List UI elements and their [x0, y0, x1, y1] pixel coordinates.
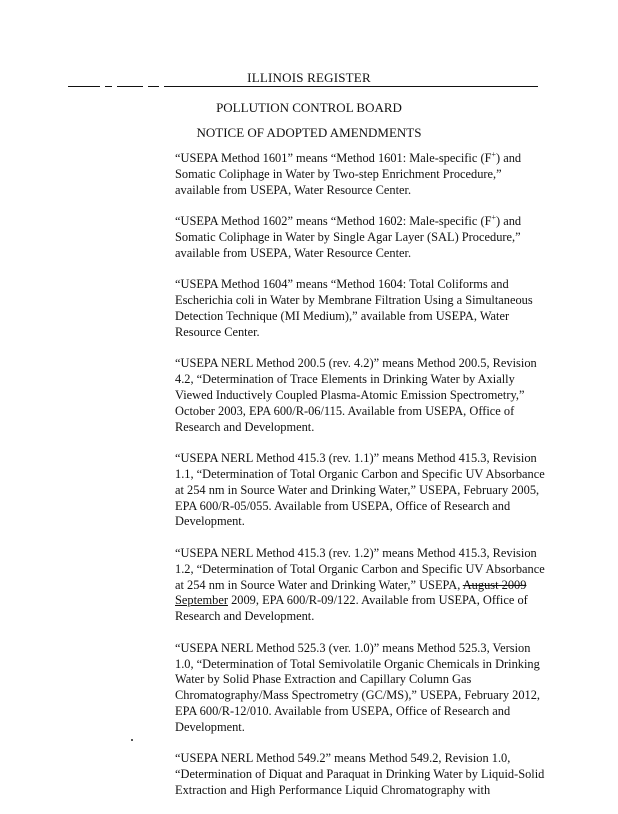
rule-gap — [100, 85, 105, 88]
rule-gap — [143, 85, 148, 88]
header-rule — [68, 86, 538, 87]
superscript: + — [491, 213, 497, 223]
definition-text: ) and Somatic Coliphage in Water by Single Agar Layer (SAL) Procedure,” available from USEPA, Water Resource Center. — [175, 214, 522, 260]
definition-text: means “Method 1601: Male-specific (F — [292, 151, 492, 165]
board-name: POLLUTION CONTROL BOARD — [216, 100, 402, 115]
definition-method-1601 — [175, 151, 545, 198]
notice-title: NOTICE OF ADOPTED AMENDMENTS — [196, 125, 422, 140]
definition-text: 2009, EPA 600/R-09/122. Available from USEPA, Office of Research and Development. — [175, 593, 528, 624]
rule-gap — [159, 85, 164, 88]
definition-method-1602 — [175, 214, 545, 261]
struck-text: August 2009 — [462, 577, 527, 592]
definition-term: “USEPA Method 1604” — [175, 277, 293, 292]
definition-method-415-3-rev-1-1 — [175, 451, 545, 530]
definition-method-549-2 — [175, 751, 545, 798]
superscript: + — [491, 149, 497, 159]
definition-method-525-3 — [175, 641, 545, 736]
inserted-text: September — [175, 593, 228, 608]
scan-speck — [131, 739, 133, 741]
document-body — [175, 151, 545, 814]
definition-term: “USEPA Method 1601” — [175, 151, 293, 165]
definition-text: means Method 200.5, Revision 4.2, “Determination of Trace Elements in Drinking Water by Axially Viewed Inductively Coupled Plasma-Atomic Emission Spectrometry,” October 2003, EPA 600/R-06/115. Available from USEPA, Office of Research and Development. — [175, 356, 537, 434]
rule-gap — [112, 85, 117, 88]
definition-text: ) and Somatic Coliphage in Water by Two-step Enrichment Procedure,” available from USEPA, Water Resource Center. — [175, 151, 522, 197]
definition-text: means Method 525.3, Version 1.0, “Determination of Total Semivolatile Organic Chemicals in Drinking Water by Solid Phase Extraction and Capillary Column Gas Chromatography/Mass Spectrometry (GC/MS),” USEPA, February 2012, EPA 600/R-12/010. Available from USEPA, Office of Research and Development. — [175, 640, 541, 734]
register-title: ILLINOIS REGISTER — [247, 70, 371, 85]
definition-term: “USEPA NERL Method 525.3 (ver. 1.0)” — [175, 640, 380, 655]
definition-term: “USEPA NERL Method 549.2” — [175, 751, 332, 766]
definition-term: “USEPA NERL Method 415.3 (rev. 1.2)” — [175, 545, 380, 560]
definition-text: means Method 549.2, Revision 1.0, “Determination of Diquat and Paraquat in Drinking Water by Liquid-Solid Extraction and High Performance Liquid Chromatography with — [175, 751, 545, 797]
definition-text: means “Method 1602: Male-specific (F — [292, 214, 492, 229]
definition-text: means “Method 1604: Total Coliforms and Escherichia coli in Water by Membrane Filtration Using a Simultaneous Detection Technique (MI Medium),” available from USEPA, Water Resource Center. — [175, 277, 533, 339]
definition-term: “USEPA NERL Method 200.5 (rev. 4.2)” — [175, 356, 380, 371]
definition-method-1604 — [175, 277, 545, 340]
definition-text: means Method 415.3, Revision 1.2, “Determination of Total Organic Carbon and Specific UV Absorbance at 254 nm in Source Water and Drinking Water,” USEPA, — [175, 545, 545, 592]
definition-method-415-3-rev-1-2 — [175, 546, 545, 625]
definition-method-200-5 — [175, 356, 545, 435]
definition-text: means Method 415.3, Revision 1.1, “Determination of Total Organic Carbon and Specific UV Absorbance at 254 nm in Source Water and Drinking Water,” USEPA, February 2005, EPA 600/R-05/055. Available from USEPA, Office of Research and Development. — [175, 451, 545, 529]
definition-term: “USEPA Method 1602” — [175, 214, 293, 229]
definition-term: “USEPA NERL Method 415.3 (rev. 1.1)” — [175, 451, 380, 466]
